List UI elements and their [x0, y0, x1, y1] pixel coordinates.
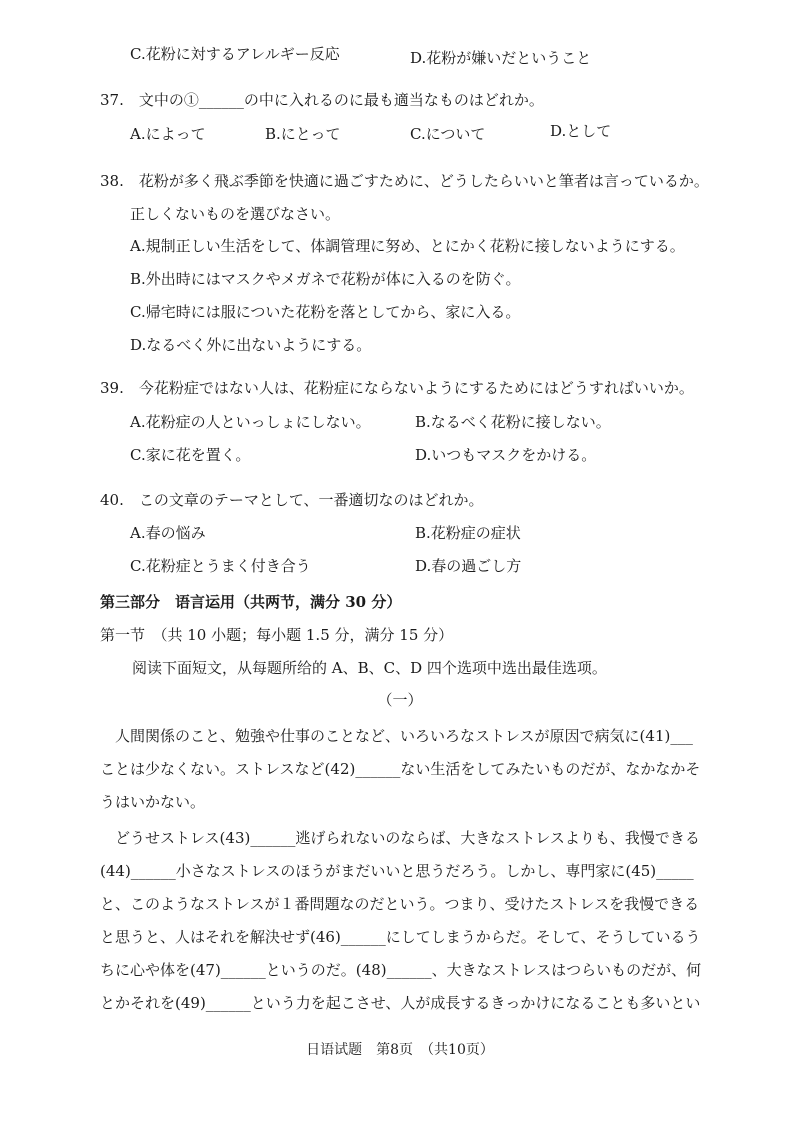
q39-stem: 39. 今花粉症ではない人は、花粉症にならないようにするためにはどうすればいいか。	[100, 379, 694, 397]
page-footer: 日语试题 第8页 （共10页）	[306, 1042, 494, 1058]
q40-option-d: D.春の過ごし方	[415, 557, 522, 575]
passage-line-1: 人間関係のこと、勉強や仕事のことなど、いろいろなストレスが原因で病気に(41)___	[115, 727, 693, 745]
passage-line-8: ちに心や体を(47)______というのだ。(48)______、大きなストレスはつらいものだが、何	[100, 961, 702, 979]
passage-line-7: と思うと、人はそれを解決せず(46)______にしてしまうからだ。そして、そうしているう	[100, 928, 701, 946]
section1-instruction: 阅读下面短文，从每题所给的 A、B、C、D 四个选项中选出最佳选项。	[132, 659, 607, 677]
q40-option-a: A.春の悩み	[130, 524, 206, 542]
q40-option-b: B.花粉症の症状	[415, 524, 521, 542]
q37-option-a: A.によって	[130, 125, 206, 143]
q37-option-b: B.にとって	[265, 125, 341, 143]
section1-heading: 第一节 （共 10 小题；每小题 1.5 分，满分 15 分）	[100, 626, 454, 644]
q39-option-d: D.いつもマスクをかける。	[415, 446, 597, 464]
passage-line-3: うはいかない。	[100, 793, 206, 811]
q38-stem-line1: 38. 花粉が多く飛ぶ季節を快適に過ごすために、どうしたらいいと筆者は言っているか。	[100, 172, 709, 190]
q38-stem-line2: 正しくないものを選びなさい。	[130, 205, 341, 223]
q39-option-a: A.花粉症の人といっしょにしない。	[130, 413, 371, 431]
q38-option-c: C.帰宅時には服についた花粉を落としてから、家に入る。	[130, 303, 521, 321]
q38-option-b: B.外出時にはマスクやメガネで花粉が体に入るのを防ぐ。	[130, 270, 521, 288]
passage-line-9: とかそれを(49)______という力を起こさせ、人が成長するきっかけになることも多いとい	[100, 994, 701, 1012]
q37-option-d: D.として	[550, 122, 612, 140]
q36-option-d: D.花粉が嫌いだということ	[410, 49, 592, 67]
passage-line-6: と、このようなストレスが１番問題なのだという。つまり、受けたストレスを我慢できる	[100, 895, 700, 913]
q40-stem: 40. この文章のテーマとして、一番適切なのはどれか。	[100, 491, 484, 509]
passage-label: （一）	[377, 691, 423, 709]
q39-option-b: B.なるべく花粉に接しない。	[415, 413, 611, 431]
q39-option-c: C.家に花を置く。	[130, 446, 251, 464]
part3-heading: 第三部分 语言运用（共两节，满分 30 分）	[100, 593, 402, 611]
q38-option-a: A.規制正しい生活をして、体調管理に努め、とにかく花粉に接しないようにする。	[130, 237, 685, 255]
q38-option-d: D.なるべく外に出ないようにする。	[130, 336, 372, 354]
passage-line-2: ことは少なくない。ストレスなど(42)______ない生活をしてみたいものだが、なかなかそ	[100, 760, 701, 778]
q40-option-c: C.花粉症とうまく付き合う	[130, 557, 311, 575]
passage-line-5: (44)______小さなストレスのほうがまだいいと思うだろう。しかし、専門家に(45)_____	[100, 862, 694, 880]
q37-option-c: C.について	[410, 125, 486, 143]
q36-option-c: C.花粉に対するアレルギー反応	[130, 45, 340, 63]
passage-line-4: どうせストレス(43)______逃げられないのならば、大きなストレスよりも、我慢できる	[115, 829, 700, 847]
q37-stem: 37. 文中の①______の中に入れるのに最も適当なものはどれか。	[100, 91, 544, 109]
